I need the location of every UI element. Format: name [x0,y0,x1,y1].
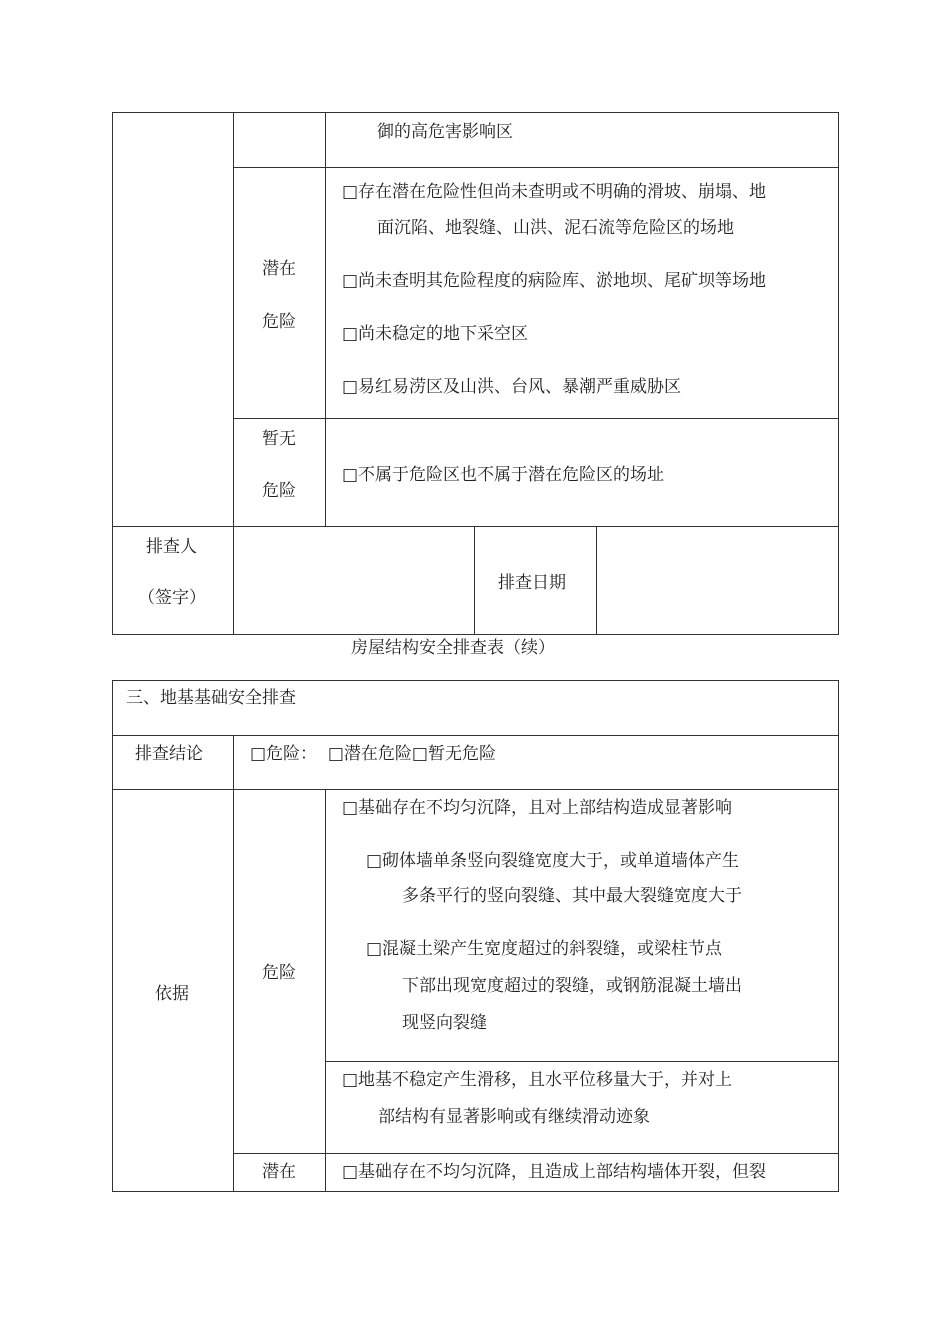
potential-danger-item: 面沉陷、地裂缝、山洪、泥石流等危险区的场地 [377,218,734,238]
hazard-area-text: 御的高危害影响区 [377,122,513,142]
danger-item: 下部出现宽度超过的裂缝，或钢筋混凝土墙出 [402,976,742,996]
table-2-divider [112,735,839,736]
potential-item: □基础存在不均匀沉降，且造成上部结构墙体开裂，但裂 [342,1162,767,1182]
table-2-divider [325,789,326,1192]
potential-danger-item: □存在潜在危险性但尚未查明或不明确的滑坡、崩塌、地 [342,182,767,202]
no-danger-item: □不属于危险区也不属于潜在危险区的场址 [342,465,665,485]
potential-danger-item: □易红易涝区及山洪、台风、暴潮严重威胁区 [342,377,682,397]
table-1-divider [112,526,839,527]
potential-danger-item: □尚未稳定的地下采空区 [342,324,529,344]
danger-item: 现竖向裂缝 [402,1013,487,1033]
conclusion-options: □危险： □潜在危险□暂无危险 [250,744,496,764]
slide-item: 部结构有显著影响或有继续滑动迹象 [378,1107,650,1127]
table-1-divider [233,167,839,168]
conclusion-label: 排查结论 [135,744,203,764]
danger-item: □混凝土梁产生宽度超过的斜裂缝，或梁柱节点 [366,939,723,959]
table-1-divider [233,526,234,635]
table-1-divider [596,526,597,635]
potential-danger-item: □尚未查明其危险程度的病险库、淤地坝、尾矿坝等场地 [342,271,767,291]
danger-item: 多条平行的竖向裂缝、其中最大裂缝宽度大于 [402,886,742,906]
inspection-date-label: 排查日期 [498,573,566,593]
potential-danger-label: 危险 [262,312,296,332]
no-danger-label: 暂无 [262,429,296,449]
danger-item: □砌体墙单条竖向裂缝宽度大于，或单道墙体产生 [366,851,740,871]
table-2-divider [325,1061,839,1062]
danger-item: □基础存在不均匀沉降，且对上部结构造成显著影响 [342,798,733,818]
table-2-divider [233,735,234,1192]
inspector-signature-label: （签字） [138,588,206,608]
table-1-divider [233,418,839,419]
inspector-label: 排查人 [146,537,197,557]
table-caption: 房屋结构安全排查表（续） [351,638,555,658]
danger-label: 危险 [262,963,296,983]
potential-label: 潜在 [262,1162,296,1182]
section-title: 三、地基基础安全排查 [126,688,296,708]
table-2-divider [233,1153,839,1154]
slide-item: □地基不稳定产生滑移，且水平位移量大于，并对上 [342,1070,733,1090]
table-1-divider [474,526,475,635]
potential-danger-label: 潜在 [262,259,296,279]
table-1-divider [325,112,326,527]
basis-label: 依据 [155,984,189,1004]
table-2-divider [112,789,839,790]
table-1-divider [233,112,234,527]
no-danger-label: 危险 [262,481,296,501]
